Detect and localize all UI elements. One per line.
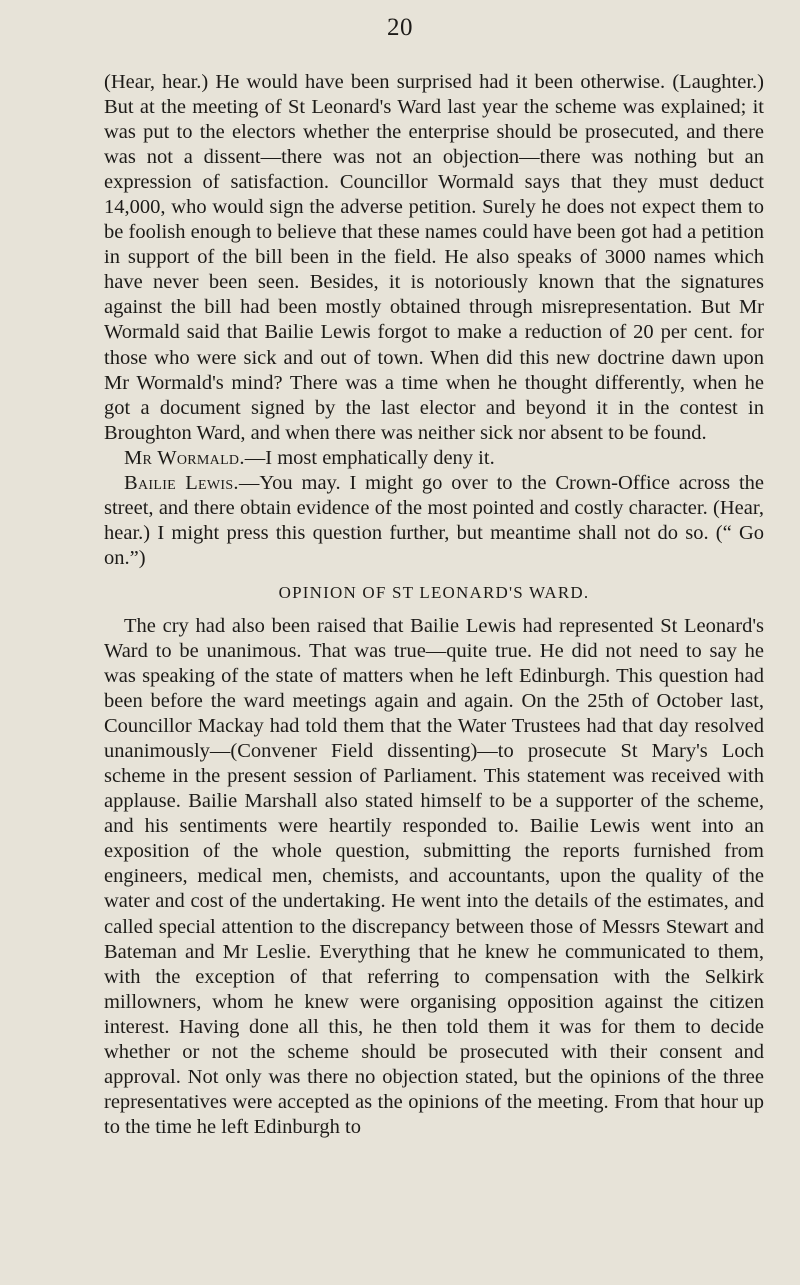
body-text <box>104 70 764 1140</box>
paragraph-lewis-reply <box>104 471 764 571</box>
section-heading: OPINION OF ST LEONARD'S WARD. <box>278 582 590 602</box>
paragraph-wormald-reply <box>104 446 764 471</box>
speaker-name: Mr Wormald. <box>124 446 245 469</box>
page-number: 20 <box>387 14 413 41</box>
paragraph: The cry had also been raised that Bailie Lewis had represented St Leonard's Ward to be unanimous. That was true—quite true. He did not need to say he was speaking of the state of matters when he left Edinburgh. This question had been before the ward meetings again and again. On the 25th of October last, Councillor Mackay had told them that the Water Trustees had that day resolved unanimously—(Convener Field dissenting)—to prosecute St Mary's Loch scheme in the present session of Parliament. This statement was received with applause. Bailie Marshall also stated himself to be a supporter of the scheme, and his sentiments were heartily responded to. Bailie Lewis went into an exposition of the whole question, submitting the reports furnished from engineers, medical men, chemists, and accountants, upon the quality of the water and cost of the undertaking. He went into the details of the estimates, and called special attention to the discrepancy between those of Messrs Stewart and Bateman and Mr Leslie. Everything that he knew he communicated to them, with the exception of that referring to compensation with the Selkirk millowners, whom he knew were organising opposition against the citizen interest. Having done all this, he then told them it was for them to decide whether or not the scheme should be prosecuted with their consent and approval. Not only was there no objection stated, but the opinions of the three representatives were accepted as the opinions of the meeting. From that hour up to the time he left Edinburgh to <box>104 614 764 1138</box>
speech-text: —You may. I might go over to the Crown-Office across the street, and there obtain evidence of the most pointed and costly character. (Hear, hear.) I might press this question further, but meantime shall not do so. (“ Go on.”) <box>104 471 764 569</box>
speaker-name: Bailie Lewis. <box>124 471 239 494</box>
paragraph: (Hear, hear.) He would have been surprised had it been otherwise. (Laughter.) But at the meeting of St Leonard's Ward last year the scheme was explained; it was put to the electors whether the enterprise should be prosecuted, and there was not a dissent—there was not an objection—there was nothing but an expression of satisfaction. Councillor Wormald says that they must deduct 14,000, who would sign the adverse petition. Surely he does not expect them to be foolish enough to believe that these names could have been got had a petition in support of the bill been in the field. He also speaks of 3000 names which have never been seen. Besides, it is notoriously known that the signatures against the bill had been mostly obtained through misrepresentation. But Mr Wormald said that Bailie Lewis forgot to make a reduction of 20 per cent. for those who were sick and out of town. When did this new doctrine dawn upon Mr Wormald's mind? There was a time when he thought differently, when he got a document signed by the last elector and beyond it in the contest in Broughton Ward, and when there was neither sick nor absent to be found. <box>104 71 764 444</box>
speech-text: —I most emphatically deny it. <box>244 446 495 469</box>
